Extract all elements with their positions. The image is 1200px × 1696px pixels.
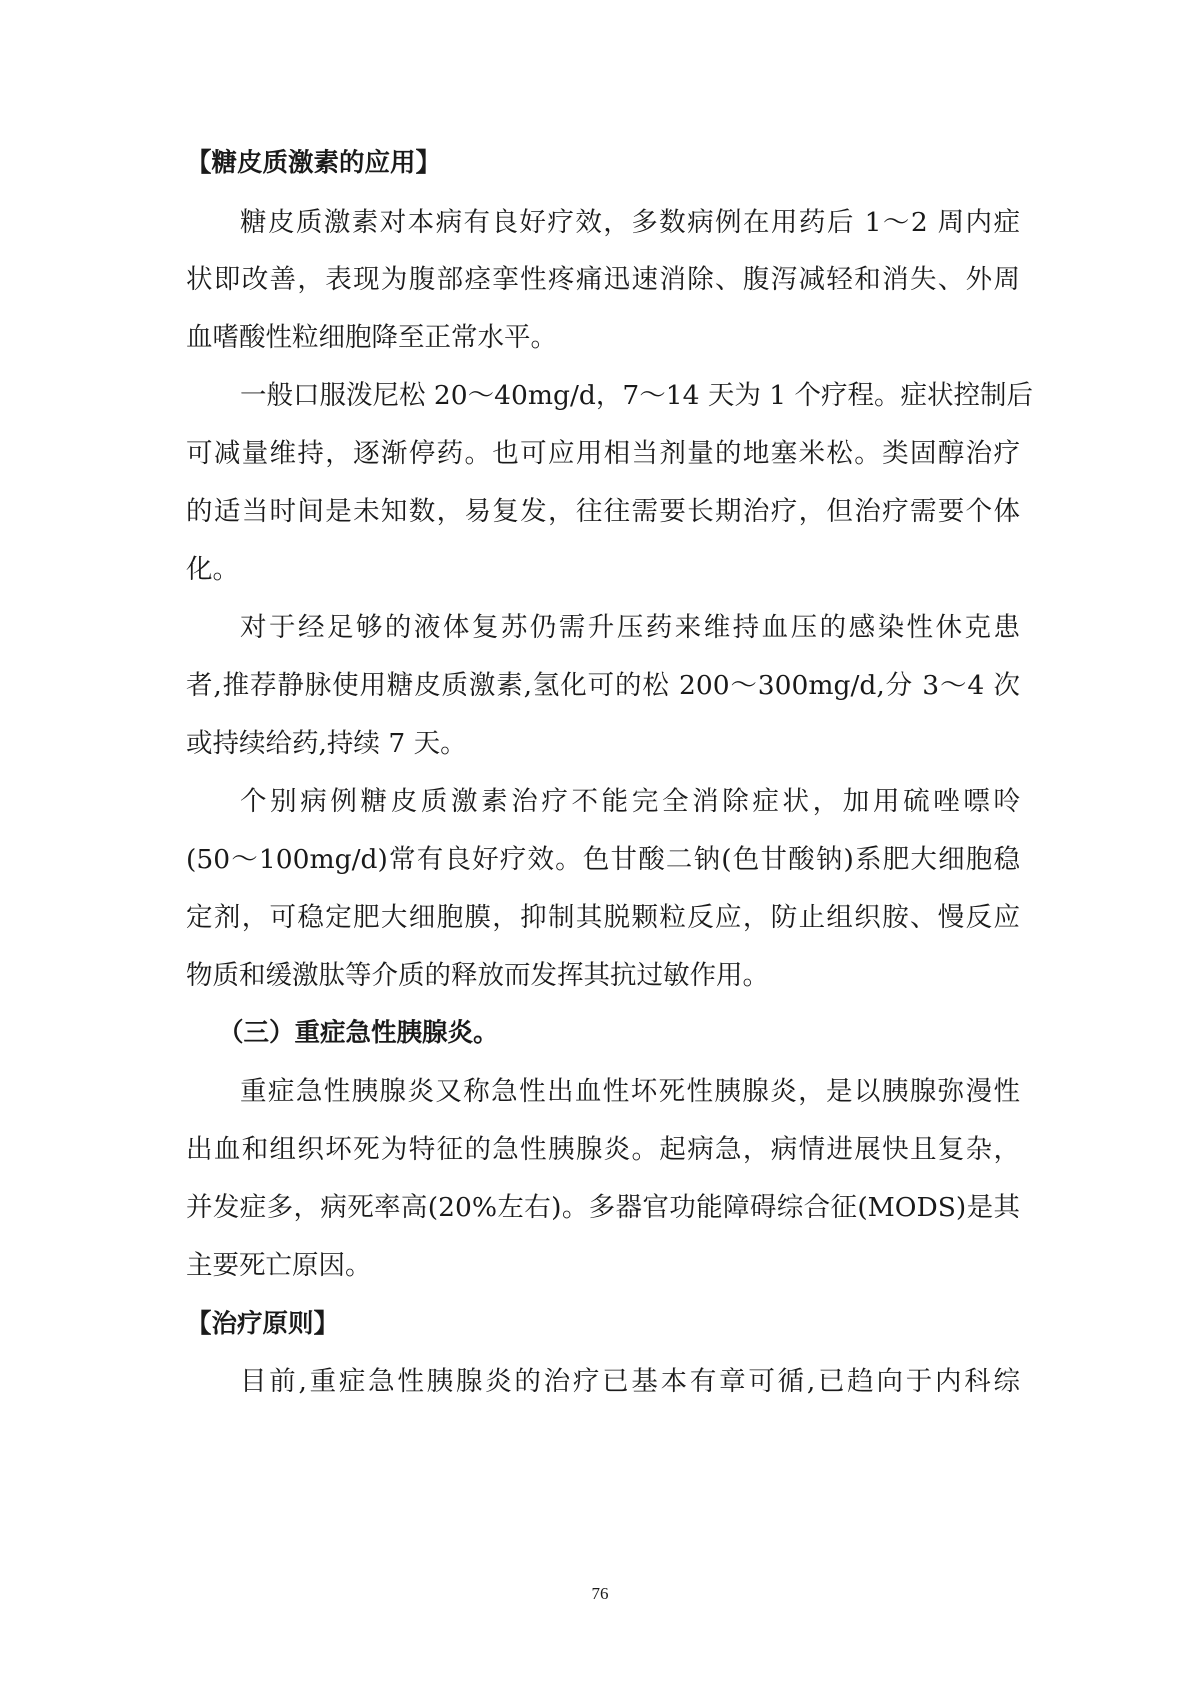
subsection-heading-severe-pancreatitis: （三）重症急性胰腺炎。 [218, 1018, 499, 1048]
paragraph-line: 一般口服泼尼松 20～40mg/d，7～14 天为 1 个疗程。症状控制后 [240, 380, 1034, 411]
paragraph-line: 状即改善，表现为腹部痉挛性疼痛迅速消除、腹泻减轻和消失、外周 [186, 264, 1020, 295]
section-heading-glucocorticoid: 【糖皮质激素的应用】 [186, 148, 442, 178]
paragraph-line: 血嗜酸性粒细胞降至正常水平。 [186, 322, 557, 353]
paragraph-line: 化。 [186, 554, 239, 585]
paragraph-line: 重症急性胰腺炎又称急性出血性坏死性胰腺炎，是以胰腺弥漫性 [240, 1076, 1020, 1107]
paragraph-line: 目前,重症急性胰腺炎的治疗已基本有章可循,已趋向于内科综 [240, 1366, 1020, 1397]
paragraph-line: 定剂，可稳定肥大细胞膜，抑制其脱颗粒反应，防止组织胺、慢反应 [186, 902, 1020, 933]
section-heading-treatment-principles: 【治疗原则】 [186, 1309, 340, 1339]
page-number: 76 [591, 1584, 609, 1603]
paragraph-line: 并发症多，病死率高(20%左右)。多器官功能障碍综合征(MODS)是其 [186, 1192, 1020, 1223]
paragraph-line: 个别病例糖皮质激素治疗不能完全消除症状，加用硫唑嘌呤 [240, 786, 1020, 817]
paragraph-line: 的适当时间是未知数，易复发，往往需要长期治疗，但治疗需要个体 [186, 496, 1020, 527]
paragraph-line: 或持续给药,持续 7 天。 [186, 728, 467, 759]
paragraph-line: 主要死亡原因。 [186, 1250, 372, 1281]
paragraph-line: 糖皮质激素对本病有良好疗效，多数病例在用药后 1～2 周内症 [240, 207, 1020, 238]
paragraph-line: 者,推荐静脉使用糖皮质激素,氢化可的松 200～300mg/d,分 3～4 次 [186, 670, 1020, 701]
paragraph-line: (50～100mg/d)常有良好疗效。色甘酸二钠(色甘酸钠)系肥大细胞稳 [186, 844, 1020, 875]
paragraph-line: 出血和组织坏死为特征的急性胰腺炎。起病急，病情进展快且复杂， [186, 1134, 1020, 1165]
paragraph-line: 对于经足够的液体复苏仍需升压药来维持血压的感染性休克患 [240, 612, 1020, 643]
paragraph-line: 可减量维持，逐渐停药。也可应用相当剂量的地塞米松。类固醇治疗 [186, 438, 1020, 469]
paragraph-line: 物质和缓激肽等介质的释放而发挥其抗过敏作用。 [186, 960, 769, 991]
